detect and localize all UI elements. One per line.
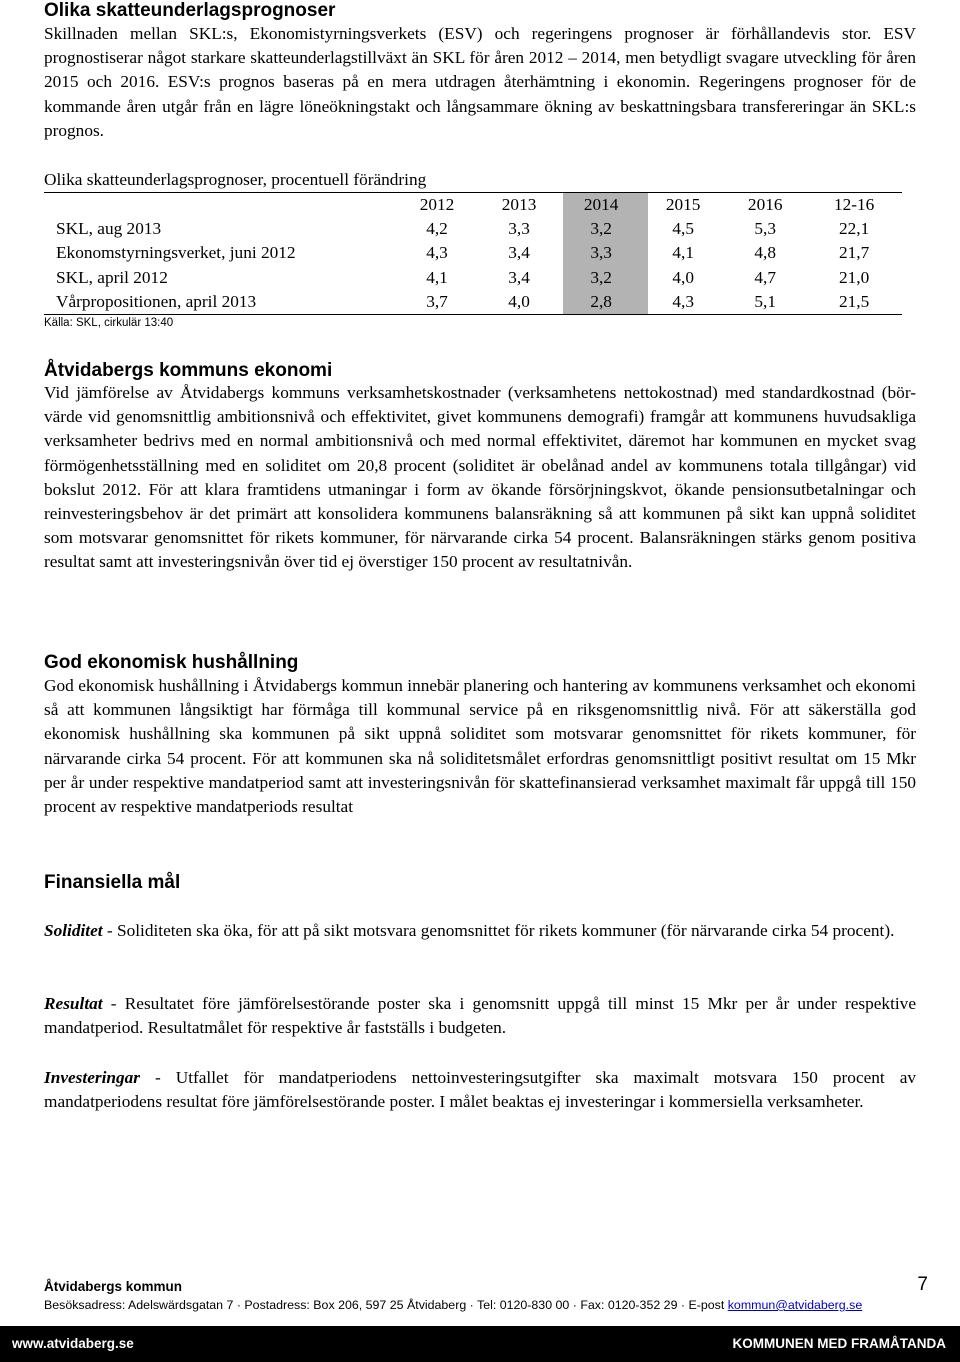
table-row [44, 241, 902, 265]
footer-address-text: Besöksadress: Adelswärdsgatan 7 · Postadress: Box 206, 597 25 Åtvidaberg · Tel: 0120-830 00 · Fax: 0120-352 29 · E-post [44, 1298, 728, 1312]
col-header: 2014 [583, 195, 619, 214]
cell: 4,1 [426, 267, 448, 287]
goal-label: Resultat [44, 994, 103, 1013]
goal-label: Investeringar [44, 1068, 141, 1087]
col-header: 2012 [419, 195, 455, 214]
footer-email-link[interactable]: kommun@atvidaberg.se [727, 1298, 863, 1312]
row-label: Vårpropositionen, april 2013 [56, 291, 257, 311]
cell: 4,2 [426, 219, 448, 239]
goal-label: Soliditet [44, 921, 103, 940]
cell: 21,0 [838, 267, 870, 287]
cell: 3,2 [590, 219, 612, 239]
paragraph-hushallning: God ekonomisk hushållning i Åtvidabergs kommun innebär planering och hantering av kommunens verksamhet och ekonomi så att kommunen långsiktigt har förmåga till kommunal service på en riksgenomsnittlig nivå. För att säkerställa god ekonomisk hushållning ska kommunen på sikt uppnå soliditet som motsvarar genomsnittet för rikets kommuner, för närvarande cirka 54 procent. För att kommunen ska nå soliditetsmålet erfordras genomsnittligt positivt resultat om 15 Mkr per år under respektive mandatperiod samt att investeringsnivån för skattefinansierad verksamhet maximalt får uppgå till 150 procent av respektive mandatperiods resultat [44, 676, 916, 817]
cell: 4,3 [426, 243, 448, 263]
cell: 21,7 [838, 243, 870, 263]
row-label: SKL, april 2012 [56, 267, 168, 287]
forecast-table [44, 193, 902, 314]
cell: 3,2 [590, 267, 612, 287]
col-header: 12-16 [833, 195, 875, 214]
paragraph-skatteunderlag: Skillnaden mellan SKL:s, Ekonomistyrningsverkets (ESV) och regeringens prognoser är förhållandevis stor. ESV prognostiserar något starkare skatteunderlagstillväxt än SKL för åren 2012 – 2014, men betydligt svagare utveckling för åren 2015 och 2016. ESV:s prognos baseras på en mera utdragen återhämtning i ekonomin. Regeringens prognoser för de kommande åren utgår från en lägre löneökningstakt och långsammare ökning av beskattningsbara transfereringar än SKL:s prognos. [44, 24, 916, 140]
section-heading-skatteunderlag: Olika skatteunderlagsprognoser [44, 0, 336, 21]
goal-soliditet [44, 919, 916, 943]
cell: 3,7 [426, 291, 448, 311]
col-header: 2015 [665, 195, 701, 214]
section-heading-hushallning: God ekonomisk hushållning [44, 652, 299, 673]
cell: 4,5 [672, 219, 694, 239]
table-bottom-rule [44, 314, 902, 315]
table-row [44, 266, 902, 290]
goal-text: - Utfallet för mandatperiodens nettoinvesteringsutgifter ska maximalt motsvara 150 procent av mandatperiodens resultat före jämförelsestörande poster. I målet beaktas ej investeringar i kommersiella verksamheter. [44, 1068, 916, 1112]
cell: 5,3 [754, 219, 777, 239]
cell: 3,3 [590, 243, 612, 263]
row-label: Ekonomstyrningsverket, juni 2012 [56, 243, 296, 263]
cell: 4,3 [672, 291, 694, 311]
row-label: SKL, aug 2013 [56, 219, 162, 239]
table-header-blank [44, 193, 396, 217]
section-heading-finansiella-mal: Finansiella mål [44, 872, 181, 893]
cell: 4,7 [754, 267, 777, 287]
table-row [44, 217, 902, 241]
cell: 4,8 [754, 243, 777, 263]
footer-slogan: KOMMUNEN MED FRAMÅTANDA [732, 1336, 946, 1351]
cell: 3,3 [508, 219, 530, 239]
cell: 21,5 [838, 291, 870, 311]
goal-investeringar [44, 1066, 916, 1114]
cell: 4,1 [672, 243, 694, 263]
table-caption: Olika skatteunderlagsprognoser, procentuell förändring [44, 170, 427, 189]
section-heading-ekonomi: Åtvidabergs kommuns ekonomi [44, 360, 333, 381]
cell: 3,4 [508, 267, 530, 287]
cell: 4,0 [508, 291, 530, 311]
page-number: 7 [917, 1274, 928, 1295]
cell: 5,1 [754, 291, 777, 311]
table-row [44, 290, 902, 314]
col-header: 2016 [747, 195, 783, 214]
paragraph-ekonomi: Vid jämförelse av Åtvidabergs kommuns verksamhetskostnader (verksamhetens nettokostnad) med standardkostnad (bör-värde vid genomsnittlig ambitionsnivå och effektivitet, givet kommunens demografi) framgår att kommunens huvudsakliga verksamheter bedrivs med en normal ambitionsnivå och med normal effektivitet, däremot har kommunen en mycket svag förmögenhetsställning med en soliditet om 20,8 procent (soliditet är obelånad andel av kommunens totala tillgångar) vid bokslut 2012. För att klara framtidens utmaningar i form av ökande försörjningskvot, ökande pensionsutbetalningar och reinvesteringsbehov är det primärt att konsolidera kommunens balansräkning så att kommunen på sikt kan uppnå soliditet som motsvarar genomsnittet för rikets kommuner, för närvarande cirka 54 procent. Balansräkningen stärks genom positiva resultat samt att investeringsnivån över tid ej överstiger 150 procent av resultatnivån. [44, 383, 916, 572]
footer-bar [0, 1326, 960, 1362]
col-header: 2013 [501, 195, 537, 214]
footer-org-name: Åtvidabergs kommun [44, 1279, 183, 1294]
footer-address [44, 1297, 862, 1313]
goal-resultat [44, 992, 916, 1040]
table-header-row [44, 193, 902, 217]
cell: 2,8 [590, 291, 612, 311]
footer-website-link[interactable]: www.atvidaberg.se [12, 1336, 134, 1351]
table-source: Källa: SKL, cirkulär 13:40 [44, 317, 174, 329]
cell: 3,4 [508, 243, 530, 263]
goal-text: - Soliditeten ska öka, för att på sikt motsvara genomsnittet för rikets kommuner (för närvarande cirka 54 procent). [102, 921, 895, 940]
goal-text: - Resultatet före jämförelsestörande poster ska i genomsnitt uppgå till minst 15 Mkr per år under respektive mandatperiod. Resultatmålet för respektive år fastställs i budgeten. [44, 994, 916, 1038]
cell: 22,1 [838, 219, 870, 239]
cell: 4,0 [672, 267, 694, 287]
